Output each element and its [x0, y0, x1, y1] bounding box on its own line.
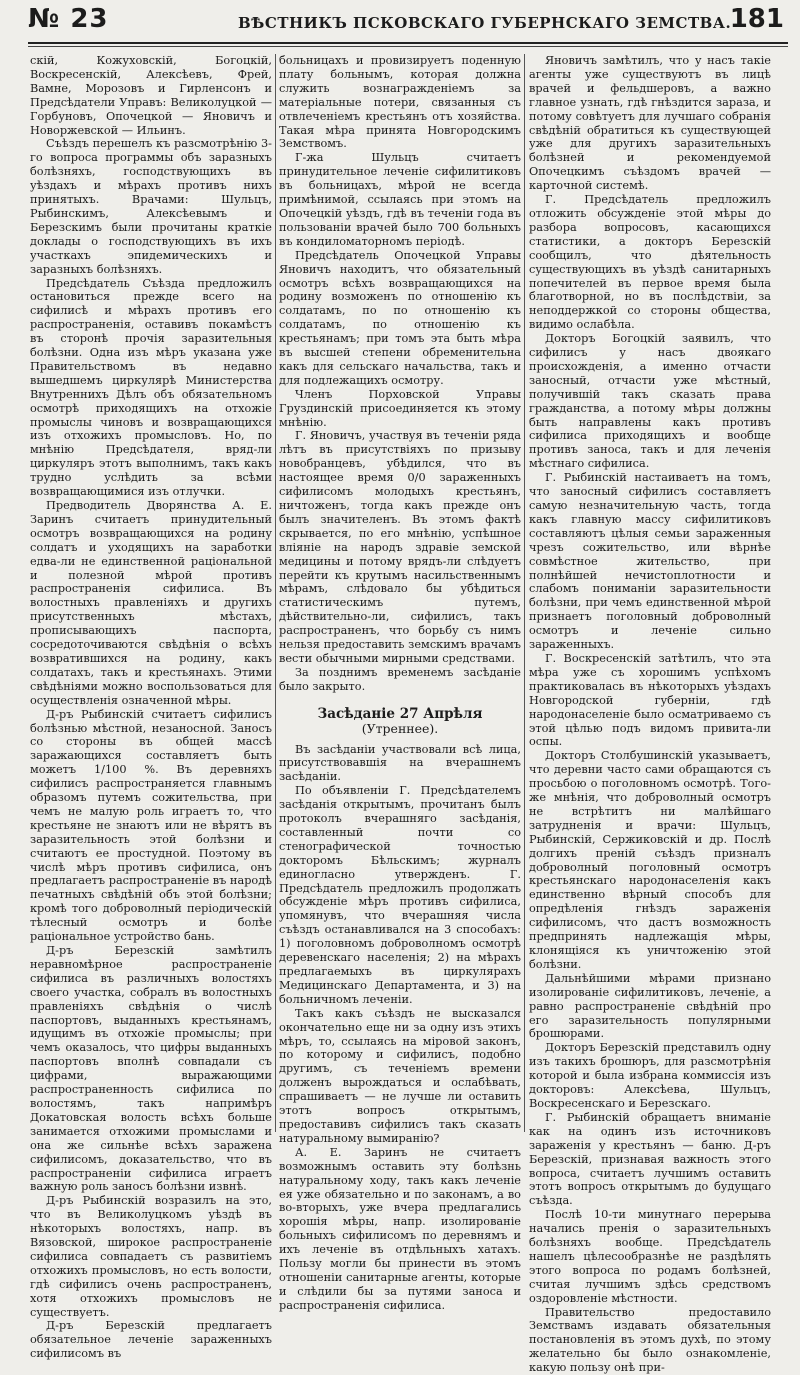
section-title: Засѣданіе 27 Апрѣля — [317, 705, 483, 722]
page-header — [28, 2, 788, 42]
paragraph: Предсѣдатель Опочецкой Управы Яновичъ находитъ, что обязательный осмотръ всѣхъ возвращающихся на родину возможенъ по отношенію къ солдатамъ, по по отношенію къ солдатамъ, по отношенію къ крестьянамъ; при томъ эта быть мѣра въ высшей степени обременительна какъ для сельскаго начальства, такъ и для подлежащихъ осмотру. — [279, 248, 521, 387]
paragraph: больницахъ и провизируетъ поденную плату больнымъ, которая должна служить вознагражденіемъ за матеріальные потери, связанныя съ отвлеченіемъ крестьянъ отъ хозяйства. Такая мѣра принята Новгородскимъ Земствомъ. — [279, 54, 521, 151]
column-divider — [524, 54, 525, 1132]
column-divider — [275, 54, 276, 1132]
paragraph: Яновичъ замѣтилъ, что у насъ такіе агенты уже существуютъ въ лицѣ врачей и фельдшеровъ, а важно главное узнать, гдѣ гнѣздится зараза, и потому совѣтуетъ для лучшаго собранія свѣдѣній обратиться къ существующей уже для другихъ заразительныхъ болѣзней и рекомендуемой Опочецкимъ съѣздомъ врачей — карточной системѣ. — [529, 54, 771, 193]
paragraph: За позднимъ временемъ засѣданіе было закрыто. — [279, 665, 521, 693]
paragraph: Д-ръ Березскій предлагаетъ обязательное леченіе зараженныхъ сифилисомъ въ — [30, 1319, 272, 1361]
paragraph: Правительство предоставило Земствамъ издавать обязательныя постановленія въ этомъ духѣ, по этому желательно бы было ознакомленіе, какую пользу онѣ при- — [529, 1305, 771, 1375]
paragraph: Д-ръ Березскій замѣтилъ неравномѣрное распространеніе сифилиса въ различныхъ волостяхъ своего участка, собралъ въ волостныхъ правленіяхъ свѣдѣнія о числѣ паспортовъ, выданныхъ крестьянамъ, идущимъ въ отхожіе промыслы; при чемъ оказалось, что цифры выданныхъ паспортовъ вполнѣ совпадали съ цифрами, выражающими распространенность сифилиса по волостямъ, такъ напримѣръ Докатовская волость всѣхъ больше занимается отхожими промыслами и она же сильнѣе всѣхъ заражена сифилисомъ, доказательство, что въ распространеніи сифилиса играетъ важную роль заносъ болѣзни извнѣ. — [30, 944, 272, 1194]
header-rule-thin — [28, 46, 788, 47]
paragraph: Г-жа Шульцъ считаетъ принудительное леченіе сифилитиковъ въ больницахъ, мѣрой не всегда примѣнимой, ссылаясь при этомъ на Опочецкій уѣздъ, гдѣ въ теченіи года въ пользованіи врачей было 700 больныхъ въ кондиломаторномъ періодѣ. — [279, 151, 521, 248]
paragraph: Предводитель Дворянства А. Е. Заринъ считаетъ принудительный осмотръ возвращающихся на родину солдатъ и уходящихъ на заработки едва-ли не единственной раціональной и полезной мѣрой противъ распространенія сифилиса. Въ волостныхъ правленіяхъ и другихъ присутственныхъ мѣстахъ, прописывающихъ паспорта, сосредоточиваются свѣдѣнія о всѣхъ возвратившихся на родину, какъ солдатахъ, такъ и крестьянахъ. Этими свѣдѣніями можно воспользоваться для осуществленія означенной мѣры. — [30, 499, 272, 707]
paragraph: Докторъ Богоцкій заявилъ, что сифилисъ у насъ двоякаго происхожденія, а именно отчасти заносный, отчасти уже мѣстный, получившій такъ сказать права гражданства, а потому мѣры должны быть направлены какъ противъ сифилиса приходящихъ и вообще противъ заноса, такъ и для леченія мѣстнаго сифилиса. — [529, 332, 771, 471]
paragraph: Г. Яновичъ, участвуя въ теченіи ряда лѣтъ въ присутствіяхъ по призыву новобранцевъ, убѣдился, что въ настоящее время 0/0 зараженныхъ сифилисомъ молодыхъ крестьянъ, ничтоженъ, тогда какъ прежде онъ былъ значителенъ. Въ этомъ фактѣ скрывается, по его мнѣнію, успѣшное вліяніе на народъ здравіе земской медицины и потому врядъ-ли слѣдуетъ перейти къ крутымъ насильственнымъ мѣрамъ, слѣдовало бы убѣдиться статистическимъ путемъ, дѣйствительно-ли, сифилисъ, такъ распространенъ, что борьбу съ нимъ нельзя предоставить земскимъ врачамъ вести обычными мирными средствами. — [279, 429, 521, 665]
paragraph: Г. Воскресенскій затѣтилъ, что эта мѣра уже съ хорошимъ успѣхомъ практиковалась въ нѣкоторыхъ уѣздахъ Новгородской губерніи, гдѣ народонаселеніе было осматриваемо съ этой цѣлью подъ видомъ привита-ли оспы. — [529, 651, 771, 749]
paragraph: Съѣздъ перешелъ къ разсмотрѣнію 3-го вопроса программы объ заразныхъ болѣзняхъ, господствующихъ въ уѣздахъ и мѣрахъ противъ нихъ принятыхъ. Врачами: Шульцъ, Рыбинскимъ, Алексѣевымъ и Березскимъ были прочитаны краткіе доклады о господствующихъ въ ихъ участкахъ эпидемическихъ и заразныхъ болѣзняхъ. — [30, 137, 272, 276]
publication-title: ВѢСТНИКЪ ПСКОВСКАГО ГУБЕРНСКАГО ЗЕМСТВА. — [238, 14, 732, 32]
section-note: (Утреннее). — [361, 720, 439, 736]
paragraph: Г. Рыбинскій настаиваетъ на томъ, что заносный сифилисъ составляетъ самую незначительную часть, тогда какъ главную массу сифилитиковъ составляютъ цѣлыя семьи зараженныя чрезъ сожительство, или вѣрнѣе совмѣстное жительство, при полнѣйшей нечистоплотности и слабомъ пониманіи заразительности болѣзни, при чемъ единственной мѣрой признаетъ поголовный доброволный осмотръ и леченіе сильно зараженныхъ. — [529, 471, 771, 652]
paragraph: Г. Рыбинскій обращаетъ вниманіе как на одинъ изъ источниковъ зараженія у крестьянъ — баню. Д-ръ Березскій, признавая важность этого вопроса, считаетъ лучшимъ оставить этотъ вопросъ открытымъ до будущаго съѣзда. — [529, 1110, 771, 1208]
paragraph: Въ засѣданіи участвовали всѣ лица, присутствовавшія на вчерашнемъ засѣданіи. — [279, 742, 521, 784]
column-1 — [30, 54, 272, 1361]
paragraph: Предсѣдатель Съѣзда предложилъ остановиться прежде всего на сифилисѣ и мѣрахъ противъ его распространенія, оставивъ покамѣстъ въ сторонѣ прочія заразительныя болѣзни. Одна изъ мѣръ указана уже Правительствомъ въ недавно вышедшемъ циркулярѣ Министерства Внутреннихъ Дѣлъ объ обязательномъ осмотрѣ приходящихъ на отхожіе промыслы чиновъ и возвращающихся изъ отхожихъ промысловъ. Но, по мнѣнію Предсѣдателя, вряд-ли циркуляръ этотъ выполнимъ, такъ какъ трудно услѣдить за всѣми возвращающимися изъ отлучки. — [30, 276, 272, 499]
paragraph: Членъ Порховской Управы Груздинскій присоединяется къ этому мнѣнію. — [279, 387, 521, 429]
paragraph: Д-ръ Рыбинскій возразилъ на это, что въ Великолуцкомъ уѣздѣ въ нѣкоторыхъ волостяхъ, напр. въ Вязовской, широкое распространеніе сифилиса совпадаетъ съ развитіемъ отхожихъ промысловъ, но есть волости, гдѣ сифилисъ очень распространенъ, хотя отхожихъ промысловъ не существуетъ. — [30, 1194, 272, 1319]
issue-number: № 23 — [28, 4, 109, 34]
section-heading — [279, 705, 521, 737]
paragraph: Г. Предсѣдатель предложилъ отложить обсужденіе этой мѣры до разбора вопросовъ, касающихся статистики, а докторъ Березскій сообщилъ, что дѣятельность существующихъ въ уѣздѣ санитарныхъ попечителей въ первое время была благотворной, но въ послѣдствіи, за неподдержкой со стороны общества, видимо ослабѣла. — [529, 193, 771, 332]
column-3 — [529, 54, 771, 1375]
header-rule — [28, 42, 788, 44]
page-number: 181 — [729, 4, 784, 34]
paragraph: Докторъ Березскій представилъ одну изъ такихъ брошюръ, для разсмотрѣнія которой и была избрана коммиссія изъ докторовъ: Алексѣева, Шульцъ, Воскресенскаго и Березскаго. — [529, 1041, 771, 1110]
paragraph: Докторъ Столбушинскій указываетъ, что деревни часто сами обращаются съ просьбою о поголовномъ осмотрѣ. Того-же мнѣнія, что доброволный осмотръ не встрѣтитъ ни малѣйшаго затрудненія и врачи: Шульцъ, Рыбинскій, Сержиковскій и др. Послѣ долгихъ преній съѣздъ призналъ доброволный поголовный осмотръ крестьянскаго народонаселенія какъ единственно вѣрный способъ для опредѣленія гнѣздъ зараженія сифилисомъ, что дастъ возможность предпринять надлежащія мѣры, клонящіяся къ уничтоженію этой болѣзни. — [529, 749, 771, 971]
column-2 — [279, 54, 521, 1312]
paragraph: Д-ръ Рыбинскій считаетъ сифилисъ болѣзнью мѣстной, незаносной. Заносъ со стороны въ общей массѣ заражающихся составляетъ быть можетъ 1/100 %. Въ деревняхъ сифилисъ распространяется главнымъ образомъ путемъ сожительства, при чемъ не малую роль играетъ то, что крестьяне не знаютъ или не вѣрятъ въ заразительность этой болѣзни и считаютъ ее простудной. Поэтому въ числѣ мѣръ противъ сифилиса, онъ предлагаетъ распространеніе въ народѣ печатныхъ свѣдѣній объ этой болѣзни; кромѣ того доброволный періодическій тѣлесный осмотръ и болѣе раціональное устройство бань. — [30, 707, 272, 944]
paragraph: Такъ какъ съѣздъ не высказался окончательно еще ни за одну изъ этихъ мѣръ, то, ссылаясь на міровой законъ, по которому и сифилисъ, подобно другимъ, съ теченіемъ времени долженъ вырождаться и ослабѣвать, спрашиваетъ — не лучше ли оставить этотъ вопросъ открытымъ, предоставивъ сифилисъ такъ сказать натуральному вымиранію? — [279, 1006, 521, 1145]
paragraph: Дальнѣйшими мѣрами признано изолированіе сифилитиковъ, леченіе, а равно распространеніе свѣдѣній про его заразительность популярными брошюрами. — [529, 971, 771, 1041]
paragraph: А. Е. Заринъ не считаетъ возможнымъ оставить эту болѣзнь натуральному ходу, такъ какъ леченіе ея уже обязательно и по законамъ, а во во-вторыхъ, уже вчера предлагались хорошія мѣры, напр. изолированіе больныхъ сифилисомъ по деревнямъ и ихъ леченіе въ отдѣльныхъ хатахъ. Пользу могли бы принести въ этомъ отношеніи санитарные агенты, которые и слѣдили бы за путями заноса и распространенія сифилиса. — [279, 1145, 521, 1312]
paragraph: скій, Кожуховскій, Богоцкій, Воскресенскій, Алексѣевъ, Фрей, Вамне, Морозовъ и Гирленсонъ и Предсѣдатели Управъ: Великолуцкой — Горбуновъ, Опочецкой — Яновичъ и Новоржевской — Ильинъ. — [30, 54, 272, 137]
paragraph: Послѣ 10-ти минутнаго перерыва начались пренія о заразительныхъ болѣзняхъ вообще. Предсѣдатель нашелъ цѣлесообразнѣе не раздѣлять этого вопроса по родамъ болѣзней, считая лучшимъ здѣсь средствомъ оздоровленіе мѣстности. — [529, 1208, 771, 1305]
paragraph: По объявленіи Г. Предсѣдателемъ засѣданія открытымъ, прочитанъ былъ протоколъ вчерашняго засѣданія, составленный почти со стенографической точностью докторомъ Бѣльскимъ; журналъ единогласно утвержденъ. Г. Предсѣдатель предложилъ продолжать обсужденіе мѣръ противъ сифилиса, упомянувъ, что вчерашняя числа съѣздъ останавливался на 3 способахъ: 1) поголовномъ доброволномъ осмотрѣ деревенскаго населенія; 2) на мѣрахъ предлагаемыхъ въ циркулярахъ Медицинскаго Департамента, и 3) на больничномъ леченіи. — [279, 784, 521, 1006]
